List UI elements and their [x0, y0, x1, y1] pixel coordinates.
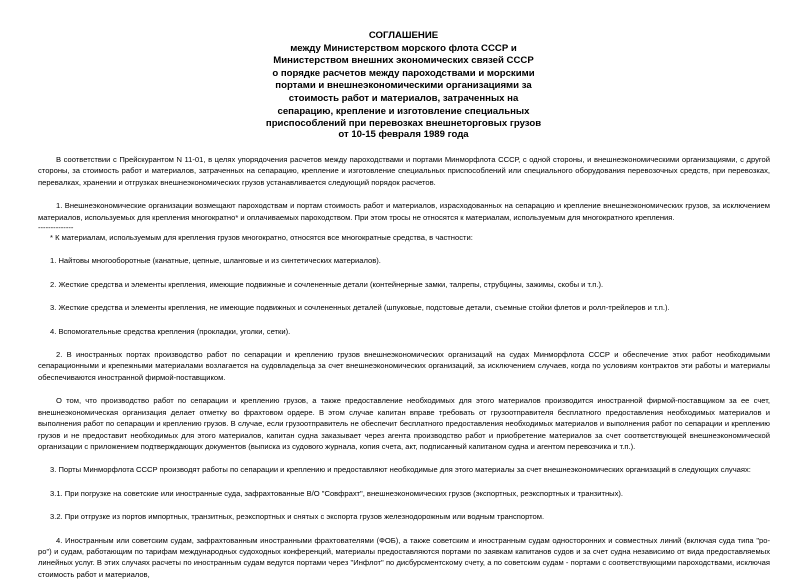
paragraph-item-4: 4. Иностранным или советским судам, зафрахтованным иностранными фрахтователями (ФОБ), а также советским и иностранным судам односторонних и совместных линий (включая суда типа "ро-ро") и судам, работающим по тарифам международных судоходных конференций, материалы предоставляются портами по заявкам капитанов судов и за счет судна независимо от вида предоставляемых линейных услуг. В этих случаях расчеты по иностранным судам ведутся портами через "Инфлот" по дисбурсментскому счету, а по советским судам - портами с соответствующими пароходствами, исключая стоимость работ и материалов,	[38, 535, 770, 579]
title-line: между Министерством морского флота СССР и	[290, 42, 517, 54]
document-title	[0, 30, 807, 131]
paragraph-item-3: 3. Порты Минморфлота СССР производят работы по сепарации и креплению и предоставляют необходимые для этого материалы за счет внешнеэкономических организаций в следующих случаях:	[50, 465, 751, 475]
title-line: сепарацию, крепление и изготовление специальных	[277, 105, 530, 117]
title-line: портами и внешнеэкономическими организациями за	[275, 80, 532, 92]
paragraph-item-3-1: 3.1. При погрузке на советские или иностранные суда, зафрахтованные В/О "Совфрахт", внешнеэкономических грузов (экспортных, реэкспортных и транзитных).	[50, 488, 624, 498]
paragraph-item-1: 1. Внешнеэкономические организации возмещают пароходствам и портам стоимость работ и материалов, израсходованных на сепарацию и крепление внешнеэкономических грузов, за исключением материалов, используемых для крепления многократно* и оплачиваемых пароходством. При этом тросы не относятся к материалам, используемым для многократного крепления.	[38, 201, 770, 222]
footnote-separator: --------------	[38, 223, 74, 233]
paragraph-item-2-continued: О том, что производство работ по сепарации и креплению грузов, а также предоставление необходимых для этого материалов производится иностранной фирмой-поставщиком за ее счет, внешнеэкономическая организация делает отметку во фрахтовом ордере. В этом случае капитан вправе требовать от грузоотправителя бесплатного предоставления необходимых материалов и выполнения работ по сепарации и креплению грузов. В случае, если грузоотправитель не обеспечит бесплатного предоставления необходимых материалов и выполнения работ по сепарации и креплению грузов и не предоставит необходимых для этого материалов, капитан судна заказывает через агента производство работ и приобретение материалов за счет соответствующей внешнеэкономической организации с приложением подтверждающих документов (выписка из судового журнала, копия счета, акт, подписанный капитаном судна и агентом перевозчика и т.п.).	[38, 396, 770, 451]
footnote-item-3: 3. Жесткие средства и элементы крепления, не имеющие подвижных и сочлененных деталей (шпуковые, подстовые детали, съемные стойки флетов и ролл-трейлеров и т.п.).	[50, 303, 670, 313]
title-line: приспособлений при перевозках внешнеторговых грузов	[265, 118, 542, 130]
footnote-item-1: 1. Найтовы многооборотные (канатные, цепные, шланговые и из синтетических материалов).	[50, 256, 381, 266]
title-line: Министерством внешних экономических связей СССР	[273, 55, 534, 67]
paragraph-item-2: 2. В иностранных портах производство работ по сепарации и креплению грузов внешнеэкономических организаций на судах Минморфлота СССР и обеспечение этих работ необходимыми сепарационными и крепежными материалами возлагается на судовладельца за счет внешнеэкономических организаций, за исключением случаев, когда по условиям контрактов эти работы и материалы обеспечиваются иностранной фирмой-поставщиком.	[38, 350, 770, 382]
document-date: от 10-15 февраля 1989 года	[338, 129, 469, 140]
document-body	[38, 154, 770, 580]
title-line: о порядке расчетов между пароходствами и морскими	[272, 67, 535, 79]
title-line: СОГЛАШЕНИЕ	[368, 30, 439, 41]
footnote-item-4: 4. Вспомогательные средства крепления (прокладки, уголки, сетки).	[50, 326, 291, 336]
paragraph-item-3-2: 3.2. При отгрузке из портов импортных, транзитных, реэкспортных и снятых с экспорта грузов железнодорожным или водным транспортом.	[50, 512, 545, 522]
intro-paragraph: В соответствии с Прейскурантом N 11-01, в целях упорядочения расчетов между пароходствами и портами Минморфлота СССР, с одной стороны, и внешнеэкономическими организациями, с другой стороны, за стоимость работ и материалов, затраченных на сепарацию, крепление и изготовление специальных приспособлений или специального оборудования перевозочных средств, при перевозках, перевалках, хранении и отгрузках внешнеэкономических грузов устанавливается следующий порядок расчетов.	[38, 155, 770, 187]
title-line: стоимость работ и материалов, затраченных на	[288, 92, 519, 104]
footnote-item-2: 2. Жесткие средства и элементы крепления, имеющие подвижные и сочлененные детали (контейнерные замки, талрепы, струбцины, зажимы, скобы и т.п.).	[50, 279, 604, 289]
footnote-intro: * К материалам, используемым для крепления грузов многократно, относятся все многократные средства, в частности:	[50, 233, 473, 243]
